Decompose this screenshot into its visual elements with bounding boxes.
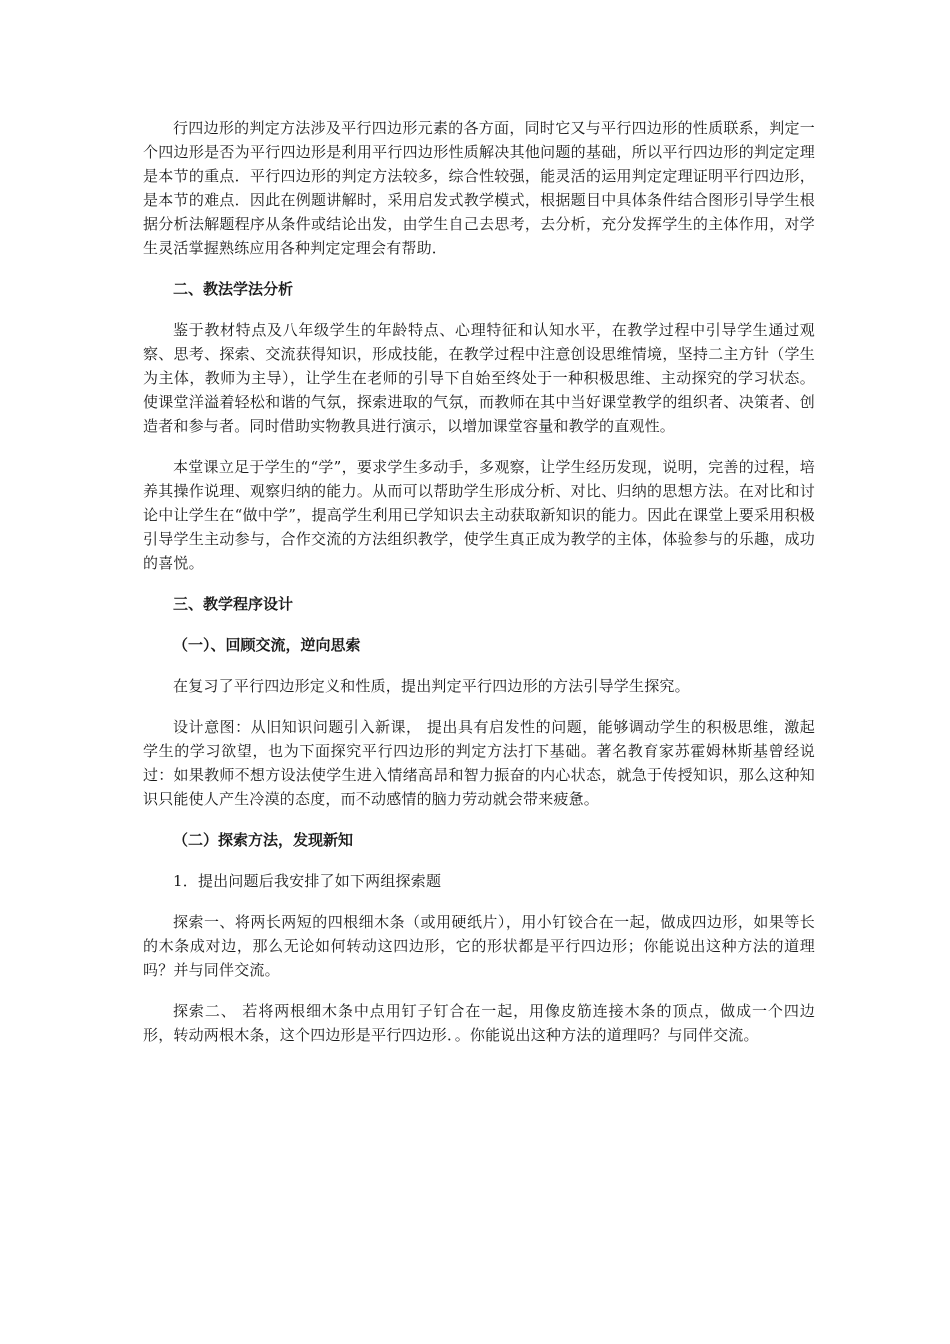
section-heading-teaching-methods: 二、教法学法分析	[173, 280, 294, 298]
subsection-heading-review: （一）、回顾交流，逆向思索	[173, 636, 361, 654]
explore-intro-paragraph: 1．提出问题后我安排了如下两组探索题	[173, 872, 442, 890]
design-intent-paragraph: 设计意图：从旧知识问题引入新课， 提出具有启发性的问题，能够调动学生的积极思维，激起学生的学习欲望，也为下面探究平行四边形的判定方法打下基础。著名教育家苏霍姆林斯基曾经说过：如果教师不想方设法使学生进入情绪高昂和智力振奋的内心状态，就急于传授知识，那么这种知识只能使人产生冷漠的态度，而不动感情的脑力劳动就会带来疲惫。	[143, 718, 815, 808]
teaching-methods-paragraph: 鉴于教材特点及八年级学生的年龄特点、心理特征和认知水平，在教学过程中引导学生通过观察、思考、探索、交流获得知识，形成技能，在教学过程中注意创设思维情境，坚持二主方针（学生为主体，教师为主导），让学生在老师的引导下自始至终处于一种积极思维、主动探究的学习状态。使课堂洋溢着轻松和谐的气氛，探索进取的气氛，而教师在其中当好课堂教学的组织者、决策者、创造者和参与者。同时借助实物教具进行演示，以增加课堂容量和教学的直观性。	[143, 321, 815, 435]
exploration-two-paragraph: 探索二、 若将两根细木条中点用钉子钉合在一起，用像皮筋连接木条的顶点，做成一个四边形，转动两根木条，这个四边形是平行四边形．。你能说出这种方法的道理吗？与同伴交流。	[143, 1002, 815, 1044]
exploration-one-paragraph: 探索一、将两长两短的四根细木条（或用硬纸片），用小钉铰合在一起，做成四边形，如果等长的木条成对边，那么无论如何转动这四边形，它的形状都是平行四边形；你能说出这种方法的道理吗？并与同伴交流。	[143, 913, 815, 979]
learning-methods-paragraph: 本堂课立足于学生的“学”，要求学生多动手，多观察，让学生经历发现，说明，完善的过程，培养其操作说理、观察归纳的能力。从而可以帮助学生形成分析、对比、归纳的思想方法。在对比和讨论中让学生在“做中学”，提高学生利用已学知识去主动获取新知识的能力。因此在课堂上要采用积极引导学生主动参与，合作交流的方法组织教学，使学生真正成为教学的主体，体验参与的乐趣，成功的喜悦。	[143, 458, 815, 572]
section-heading-procedure: 三、教学程序设计	[173, 595, 294, 613]
subsection-heading-explore: （二）探索方法，发现新知	[173, 831, 354, 849]
review-paragraph: 在复习了平行四边形定义和性质，提出判定平行四边形的方法引导学生探究。	[173, 677, 690, 695]
document-page	[143, 116, 815, 1064]
intro-paragraph: 行四边形的判定方法涉及平行四边形元素的各方面，同时它又与平行四边形的性质联系，判定一个四边形是否为平行四边形是利用平行四边形性质解决其他问题的基础，所以平行四边形的判定定理是本节的重点．平行四边形的判定方法较多，综合性较强，能灵活的运用判定定理证明平行四边形，是本节的难点．因此在例题讲解时，采用启发式教学模式，根据题目中具体条件结合图形引导学生根据分析法解题程序从条件或结论出发，由学生自己去思考，去分析，充分发挥学生的主体作用，对学生灵活掌握熟练应用各种判定定理会有帮助．	[143, 119, 815, 257]
